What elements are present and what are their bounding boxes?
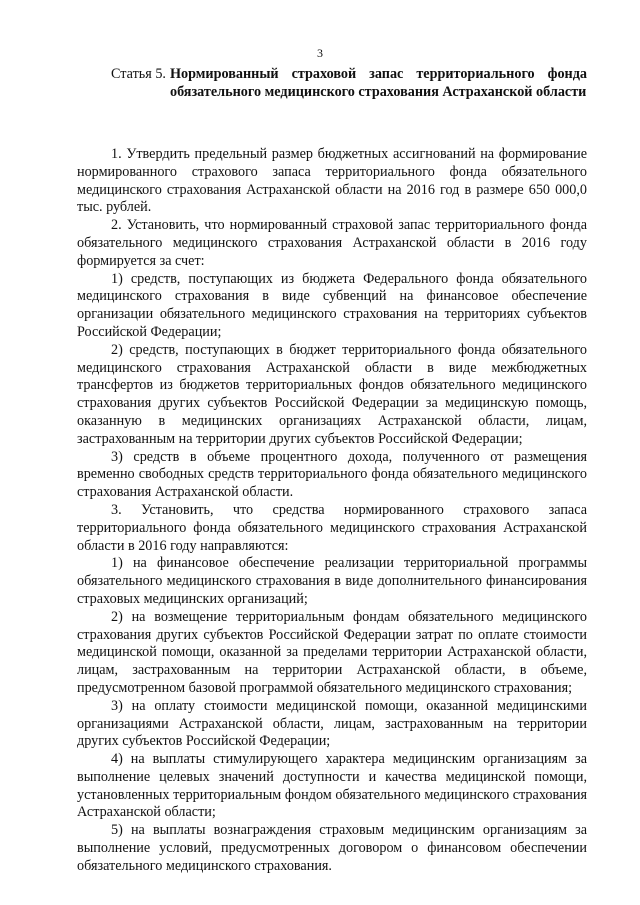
paragraph: 2. Установить, что нормированный страховой запас территориального фонда обязательного медицинского страхования Астраханской области в 2016 году формируется за счет:	[77, 217, 587, 269]
paragraph: 2) на возмещение территориальным фондам обязательного медицинского страхования других субъектов Российской Федерации затрат по оплате стоимости медицинской помощи, оказанной за пределами территории Астраханской области, лицам, застрахованным на территории Астраханской области, в объеме, предусмотренном базовой программой обязательного медицинского страхования;	[77, 608, 587, 696]
paragraph: 1. Утвердить предельный размер бюджетных ассигнований на формирование нормированного страхового запаса территориального фонда обязательного медицинского страхования Астраханской области на 2016 год в размере 650 000,0 тыс. рублей.	[77, 146, 587, 216]
paragraph: 3) на оплату стоимости медицинской помощи, оказанной медицинскими организациями Астраханской области, лицам, застрахованным на территории других субъектов Российской Федерации;	[77, 697, 587, 750]
paragraph: 1) на финансовое обеспечение реализации территориальной программы обязательного медицинского страхования в виде дополнительного финансирования страховых медицинских организаций;	[77, 555, 587, 607]
article-label: Статья 5.	[111, 66, 166, 82]
article-body	[77, 146, 587, 876]
paragraph: 4) на выплаты стимулирующего характера медицинским организациям за выполнение целевых значений доступности и качества медицинской помощи, установленных территориальным фондом обязательного медицинского страхования Астраханской области;	[77, 751, 587, 821]
paragraph: 3) средств в объеме процентного дохода, полученного от размещения временно свободных средств территориального фонда обязательного медицинского страхования Астраханской области.	[77, 448, 587, 501]
article-title: Нормированный страховой запас территориального фонда обязательного медицинского страхования Астраханской области	[169, 66, 587, 100]
paragraph: 2) средств, поступающих в бюджет территориального фонда обязательного медицинского страхования Астраханской области в виде межбюджетных трансфертов из бюджетов территориальных фондов обязательного медицинского страхования других субъектов Российской Федерации за медицинскую помощь, оказанную в медицинских организациях Астраханской области, лицам, застрахованным на территории других субъектов Российской Федерации;	[77, 341, 587, 447]
paragraph: 3. Установить, что средства нормированного страхового запаса территориального фонда обязательного медицинского страхования Астраханской области в 2016 году направляются:	[77, 501, 587, 554]
paragraph: 1) средств, поступающих из бюджета Федерального фонда обязательного медицинского страхования в виде субвенций на финансовое обеспечение организации обязательного медицинского страхования на территориях субъектов Российской Федерации;	[77, 270, 587, 340]
paragraph: 5) на выплаты вознаграждения страховым медицинским организациям за выполнение условий, предусмотренных договором о финансовом обеспечении обязательного медицинского страхования.	[77, 822, 587, 874]
article-heading	[111, 66, 587, 102]
page-number: 3	[317, 46, 323, 60]
